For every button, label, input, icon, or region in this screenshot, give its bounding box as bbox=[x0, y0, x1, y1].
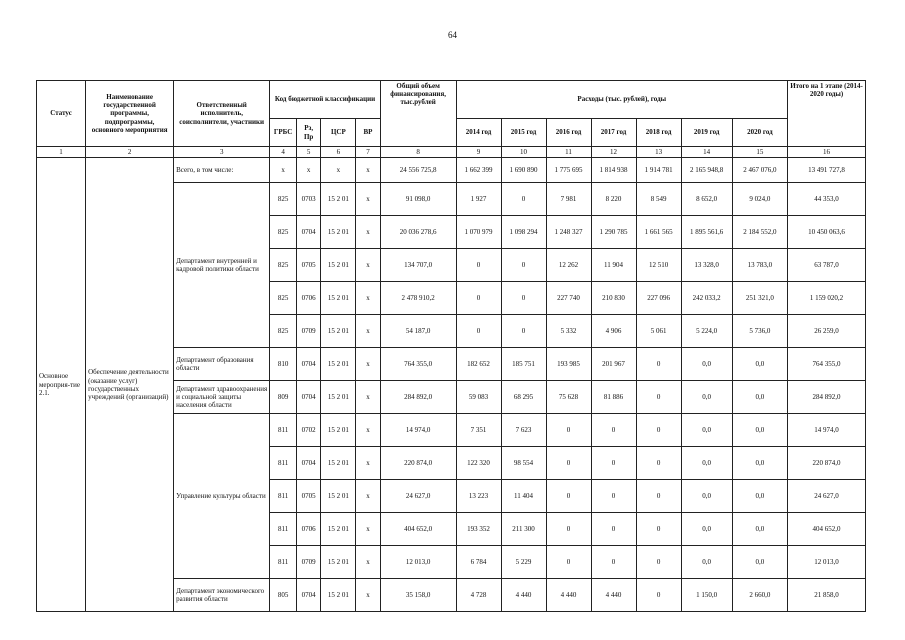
y2017-cell: 8 220 bbox=[591, 183, 636, 216]
y2020-cell: 0,0 bbox=[732, 381, 787, 414]
csr-cell: 15 2 01 bbox=[321, 447, 356, 480]
rzpr-cell: 0705 bbox=[296, 480, 321, 513]
y2015-cell: 11 404 bbox=[501, 480, 546, 513]
csr-cell: 15 2 01 bbox=[321, 348, 356, 381]
csr-cell: 15 2 01 bbox=[321, 381, 356, 414]
name-cell: Обеспечение деятельности (оказание услуг) государственных учреждений (организаций) bbox=[86, 158, 174, 612]
header-grbs: ГРБС bbox=[270, 119, 297, 147]
y2016-cell: 0 bbox=[546, 546, 591, 579]
column-number: 7 bbox=[356, 147, 381, 158]
header-status: Статус bbox=[37, 81, 86, 147]
y2015-cell: 185 751 bbox=[501, 348, 546, 381]
y2014-cell: 4 728 bbox=[456, 579, 501, 612]
y2015-cell: 0 bbox=[501, 315, 546, 348]
vr-cell: х bbox=[356, 579, 381, 612]
y2014-cell: 59 083 bbox=[456, 381, 501, 414]
column-number: 10 bbox=[501, 147, 546, 158]
rzpr-cell: 0706 bbox=[296, 282, 321, 315]
column-number: 2 bbox=[86, 147, 174, 158]
y2019-cell: 242 033,2 bbox=[681, 282, 732, 315]
y2019-cell: 0,0 bbox=[681, 447, 732, 480]
y2018-cell: 12 510 bbox=[636, 249, 681, 282]
header-year: 2017 год bbox=[591, 119, 636, 147]
executor-cell: Департамент образования области bbox=[174, 348, 270, 381]
y2017-cell: 201 967 bbox=[591, 348, 636, 381]
header-year: 2020 год bbox=[732, 119, 787, 147]
page-number: 64 bbox=[448, 30, 457, 40]
rzpr-cell: 0704 bbox=[296, 216, 321, 249]
y2018-cell: 0 bbox=[636, 480, 681, 513]
column-number: 15 bbox=[732, 147, 787, 158]
y2014-cell: 7 351 bbox=[456, 414, 501, 447]
vr-cell: х bbox=[356, 447, 381, 480]
y2017-cell: 1 290 785 bbox=[591, 216, 636, 249]
column-number-row bbox=[37, 147, 866, 158]
vr-cell: х bbox=[356, 414, 381, 447]
column-number: 16 bbox=[788, 147, 866, 158]
y2016-cell: 0 bbox=[546, 414, 591, 447]
y2015-cell: 1 690 890 bbox=[501, 158, 546, 183]
total-cell: 35 158,0 bbox=[380, 579, 456, 612]
y2016-cell: 193 985 bbox=[546, 348, 591, 381]
csr-cell: х bbox=[321, 158, 356, 183]
y2015-cell: 0 bbox=[501, 183, 546, 216]
vr-cell: х bbox=[356, 546, 381, 579]
y2020-cell: 0,0 bbox=[732, 480, 787, 513]
vr-cell: х bbox=[356, 315, 381, 348]
rzpr-cell: 0704 bbox=[296, 381, 321, 414]
vr-cell: х bbox=[356, 249, 381, 282]
y2016-cell: 227 740 bbox=[546, 282, 591, 315]
column-number: 8 bbox=[380, 147, 456, 158]
csr-cell: 15 2 01 bbox=[321, 183, 356, 216]
stage-cell: 220 874,0 bbox=[788, 447, 866, 480]
y2018-cell: 1 914 781 bbox=[636, 158, 681, 183]
y2019-cell: 1 150,0 bbox=[681, 579, 732, 612]
grbs-cell: 811 bbox=[270, 513, 297, 546]
table-row bbox=[37, 158, 866, 183]
y2018-cell: 1 661 565 bbox=[636, 216, 681, 249]
stage-cell: 284 892,0 bbox=[788, 381, 866, 414]
y2020-cell: 0,0 bbox=[732, 414, 787, 447]
y2020-cell: 9 024,0 bbox=[732, 183, 787, 216]
vr-cell: х bbox=[356, 282, 381, 315]
y2014-cell: 0 bbox=[456, 249, 501, 282]
y2019-cell: 13 328,0 bbox=[681, 249, 732, 282]
y2014-cell: 1 070 979 bbox=[456, 216, 501, 249]
y2017-cell: 0 bbox=[591, 447, 636, 480]
csr-cell: 15 2 01 bbox=[321, 315, 356, 348]
executor-cell: Управление культуры области bbox=[174, 414, 270, 579]
rzpr-cell: 0704 bbox=[296, 447, 321, 480]
stage-cell: 12 013,0 bbox=[788, 546, 866, 579]
total-cell: 14 974,0 bbox=[380, 414, 456, 447]
vr-cell: х bbox=[356, 480, 381, 513]
total-cell: 764 355,0 bbox=[380, 348, 456, 381]
y2019-cell: 0,0 bbox=[681, 348, 732, 381]
total-cell: 54 187,0 bbox=[380, 315, 456, 348]
y2020-cell: 2 467 076,0 bbox=[732, 158, 787, 183]
y2014-cell: 0 bbox=[456, 315, 501, 348]
executor-cell: Департамент здравоохранения и социальной защиты населения области bbox=[174, 381, 270, 414]
vr-cell: х bbox=[356, 158, 381, 183]
y2014-cell: 13 223 bbox=[456, 480, 501, 513]
vr-cell: х bbox=[356, 183, 381, 216]
rzpr-cell: 0706 bbox=[296, 513, 321, 546]
y2016-cell: 12 262 bbox=[546, 249, 591, 282]
total-cell: 284 892,0 bbox=[380, 381, 456, 414]
y2017-cell: 11 904 bbox=[591, 249, 636, 282]
header-expenses: Расходы (тыс. рублей), годы bbox=[456, 81, 788, 119]
executor-cell: Департамент внутренней и кадровой политики области bbox=[174, 183, 270, 348]
column-number: 6 bbox=[321, 147, 356, 158]
csr-cell: 15 2 01 bbox=[321, 216, 356, 249]
rzpr-cell: 0709 bbox=[296, 546, 321, 579]
y2016-cell: 75 628 bbox=[546, 381, 591, 414]
y2014-cell: 122 320 bbox=[456, 447, 501, 480]
csr-cell: 15 2 01 bbox=[321, 414, 356, 447]
header-year: 2014 год bbox=[456, 119, 501, 147]
rzpr-cell: 0705 bbox=[296, 249, 321, 282]
y2018-cell: 0 bbox=[636, 546, 681, 579]
grbs-cell: 811 bbox=[270, 414, 297, 447]
grbs-cell: 805 bbox=[270, 579, 297, 612]
y2019-cell: 0,0 bbox=[681, 513, 732, 546]
column-number: 14 bbox=[681, 147, 732, 158]
grbs-cell: 811 bbox=[270, 546, 297, 579]
y2017-cell: 4 440 bbox=[591, 579, 636, 612]
grbs-cell: 825 bbox=[270, 216, 297, 249]
rzpr-cell: 0704 bbox=[296, 348, 321, 381]
column-number: 3 bbox=[174, 147, 270, 158]
stage-cell: 24 627,0 bbox=[788, 480, 866, 513]
header-year: 2016 год bbox=[546, 119, 591, 147]
total-cell: 91 098,0 bbox=[380, 183, 456, 216]
grbs-cell: 811 bbox=[270, 447, 297, 480]
y2020-cell: 0,0 bbox=[732, 513, 787, 546]
y2015-cell: 1 098 294 bbox=[501, 216, 546, 249]
csr-cell: 15 2 01 bbox=[321, 249, 356, 282]
y2018-cell: 0 bbox=[636, 381, 681, 414]
y2016-cell: 7 981 bbox=[546, 183, 591, 216]
column-number: 5 bbox=[296, 147, 321, 158]
csr-cell: 15 2 01 bbox=[321, 513, 356, 546]
vr-cell: х bbox=[356, 348, 381, 381]
grbs-cell: 825 bbox=[270, 282, 297, 315]
y2015-cell: 0 bbox=[501, 282, 546, 315]
total-cell: 24 556 725,8 bbox=[380, 158, 456, 183]
y2020-cell: 0,0 bbox=[732, 348, 787, 381]
total-cell: 20 036 278,6 bbox=[380, 216, 456, 249]
grbs-cell: 811 bbox=[270, 480, 297, 513]
y2015-cell: 4 440 bbox=[501, 579, 546, 612]
y2016-cell: 0 bbox=[546, 513, 591, 546]
total-cell: 2 478 910,2 bbox=[380, 282, 456, 315]
stage-cell: 1 159 020,2 bbox=[788, 282, 866, 315]
y2017-cell: 1 814 938 bbox=[591, 158, 636, 183]
y2016-cell: 0 bbox=[546, 447, 591, 480]
y2015-cell: 211 300 bbox=[501, 513, 546, 546]
y2014-cell: 6 784 bbox=[456, 546, 501, 579]
y2015-cell: 0 bbox=[501, 249, 546, 282]
y2020-cell: 0,0 bbox=[732, 447, 787, 480]
y2014-cell: 182 652 bbox=[456, 348, 501, 381]
header-year: 2015 год bbox=[501, 119, 546, 147]
grbs-cell: 825 bbox=[270, 315, 297, 348]
executor-cell: Департамент экономического развития области bbox=[174, 579, 270, 612]
stage-cell: 44 353,0 bbox=[788, 183, 866, 216]
y2018-cell: 5 061 bbox=[636, 315, 681, 348]
y2020-cell: 2 660,0 bbox=[732, 579, 787, 612]
stage-cell: 13 491 727,8 bbox=[788, 158, 866, 183]
rzpr-cell: 0702 bbox=[296, 414, 321, 447]
y2019-cell: 0,0 bbox=[681, 381, 732, 414]
rzpr-cell: х bbox=[296, 158, 321, 183]
y2014-cell: 0 bbox=[456, 282, 501, 315]
y2018-cell: 0 bbox=[636, 414, 681, 447]
y2017-cell: 0 bbox=[591, 546, 636, 579]
y2018-cell: 0 bbox=[636, 579, 681, 612]
y2016-cell: 1 248 327 bbox=[546, 216, 591, 249]
header-vr: ВР bbox=[356, 119, 381, 147]
stage-cell: 764 355,0 bbox=[788, 348, 866, 381]
rzpr-cell: 0704 bbox=[296, 579, 321, 612]
y2014-cell: 1 927 bbox=[456, 183, 501, 216]
vr-cell: х bbox=[356, 513, 381, 546]
csr-cell: 15 2 01 bbox=[321, 282, 356, 315]
grbs-cell: 810 bbox=[270, 348, 297, 381]
stage-cell: 21 858,0 bbox=[788, 579, 866, 612]
y2015-cell: 98 554 bbox=[501, 447, 546, 480]
y2019-cell: 0,0 bbox=[681, 414, 732, 447]
executor-cell: Всего, в том числе: bbox=[174, 158, 270, 183]
y2019-cell: 8 652,0 bbox=[681, 183, 732, 216]
header-csr: ЦСР bbox=[321, 119, 356, 147]
y2018-cell: 0 bbox=[636, 513, 681, 546]
header-stage-total: Итого на 1 этапе (2014-2020 годы) bbox=[788, 81, 866, 147]
y2016-cell: 5 332 bbox=[546, 315, 591, 348]
y2017-cell: 4 906 bbox=[591, 315, 636, 348]
header-executor: Ответственный исполнитель, соисполнители, участники bbox=[174, 81, 270, 147]
y2019-cell: 2 165 948,8 bbox=[681, 158, 732, 183]
y2018-cell: 227 096 bbox=[636, 282, 681, 315]
header-year: 2019 год bbox=[681, 119, 732, 147]
y2014-cell: 1 662 399 bbox=[456, 158, 501, 183]
status-cell: Основное мероприя-тие 2.1. bbox=[37, 158, 86, 612]
budget-table bbox=[36, 80, 866, 612]
rzpr-cell: 0709 bbox=[296, 315, 321, 348]
column-number: 11 bbox=[546, 147, 591, 158]
y2016-cell: 1 775 695 bbox=[546, 158, 591, 183]
y2019-cell: 1 895 561,6 bbox=[681, 216, 732, 249]
csr-cell: 15 2 01 bbox=[321, 546, 356, 579]
header-rzpr: Рз, Пр bbox=[296, 119, 321, 147]
header-budget-code: Код бюджетной классификации bbox=[270, 81, 380, 119]
y2016-cell: 0 bbox=[546, 480, 591, 513]
stage-cell: 26 259,0 bbox=[788, 315, 866, 348]
y2015-cell: 68 295 bbox=[501, 381, 546, 414]
rzpr-cell: 0703 bbox=[296, 183, 321, 216]
y2020-cell: 13 783,0 bbox=[732, 249, 787, 282]
y2017-cell: 81 886 bbox=[591, 381, 636, 414]
stage-cell: 10 450 063,6 bbox=[788, 216, 866, 249]
total-cell: 220 874,0 bbox=[380, 447, 456, 480]
y2014-cell: 193 352 bbox=[456, 513, 501, 546]
y2015-cell: 7 623 bbox=[501, 414, 546, 447]
grbs-cell: 825 bbox=[270, 183, 297, 216]
y2019-cell: 0,0 bbox=[681, 480, 732, 513]
stage-cell: 404 652,0 bbox=[788, 513, 866, 546]
y2019-cell: 0,0 bbox=[681, 546, 732, 579]
y2019-cell: 5 224,0 bbox=[681, 315, 732, 348]
y2017-cell: 0 bbox=[591, 414, 636, 447]
header-name: Наименование государственной программы, подпрограммы, основного мероприятия bbox=[86, 81, 174, 147]
y2020-cell: 0,0 bbox=[732, 546, 787, 579]
column-number: 13 bbox=[636, 147, 681, 158]
y2020-cell: 251 321,0 bbox=[732, 282, 787, 315]
grbs-cell: 825 bbox=[270, 249, 297, 282]
y2015-cell: 5 229 bbox=[501, 546, 546, 579]
y2017-cell: 210 830 bbox=[591, 282, 636, 315]
column-number: 12 bbox=[591, 147, 636, 158]
grbs-cell: 809 bbox=[270, 381, 297, 414]
stage-cell: 14 974,0 bbox=[788, 414, 866, 447]
y2017-cell: 0 bbox=[591, 513, 636, 546]
y2016-cell: 4 440 bbox=[546, 579, 591, 612]
total-cell: 134 707,0 bbox=[380, 249, 456, 282]
header-year: 2018 год bbox=[636, 119, 681, 147]
y2020-cell: 5 736,0 bbox=[732, 315, 787, 348]
column-number: 9 bbox=[456, 147, 501, 158]
y2017-cell: 0 bbox=[591, 480, 636, 513]
total-cell: 24 627,0 bbox=[380, 480, 456, 513]
vr-cell: х bbox=[356, 216, 381, 249]
header-total-funding: Общий объем финансирования, тыс.рублей bbox=[380, 81, 456, 147]
vr-cell: х bbox=[356, 381, 381, 414]
total-cell: 404 652,0 bbox=[380, 513, 456, 546]
y2018-cell: 8 549 bbox=[636, 183, 681, 216]
total-cell: 12 013,0 bbox=[380, 546, 456, 579]
stage-cell: 63 787,0 bbox=[788, 249, 866, 282]
y2018-cell: 0 bbox=[636, 348, 681, 381]
y2018-cell: 0 bbox=[636, 447, 681, 480]
csr-cell: 15 2 01 bbox=[321, 579, 356, 612]
table-body bbox=[37, 158, 866, 612]
csr-cell: 15 2 01 bbox=[321, 480, 356, 513]
column-number: 1 bbox=[37, 147, 86, 158]
grbs-cell: х bbox=[270, 158, 297, 183]
y2020-cell: 2 184 552,0 bbox=[732, 216, 787, 249]
column-number: 4 bbox=[270, 147, 297, 158]
